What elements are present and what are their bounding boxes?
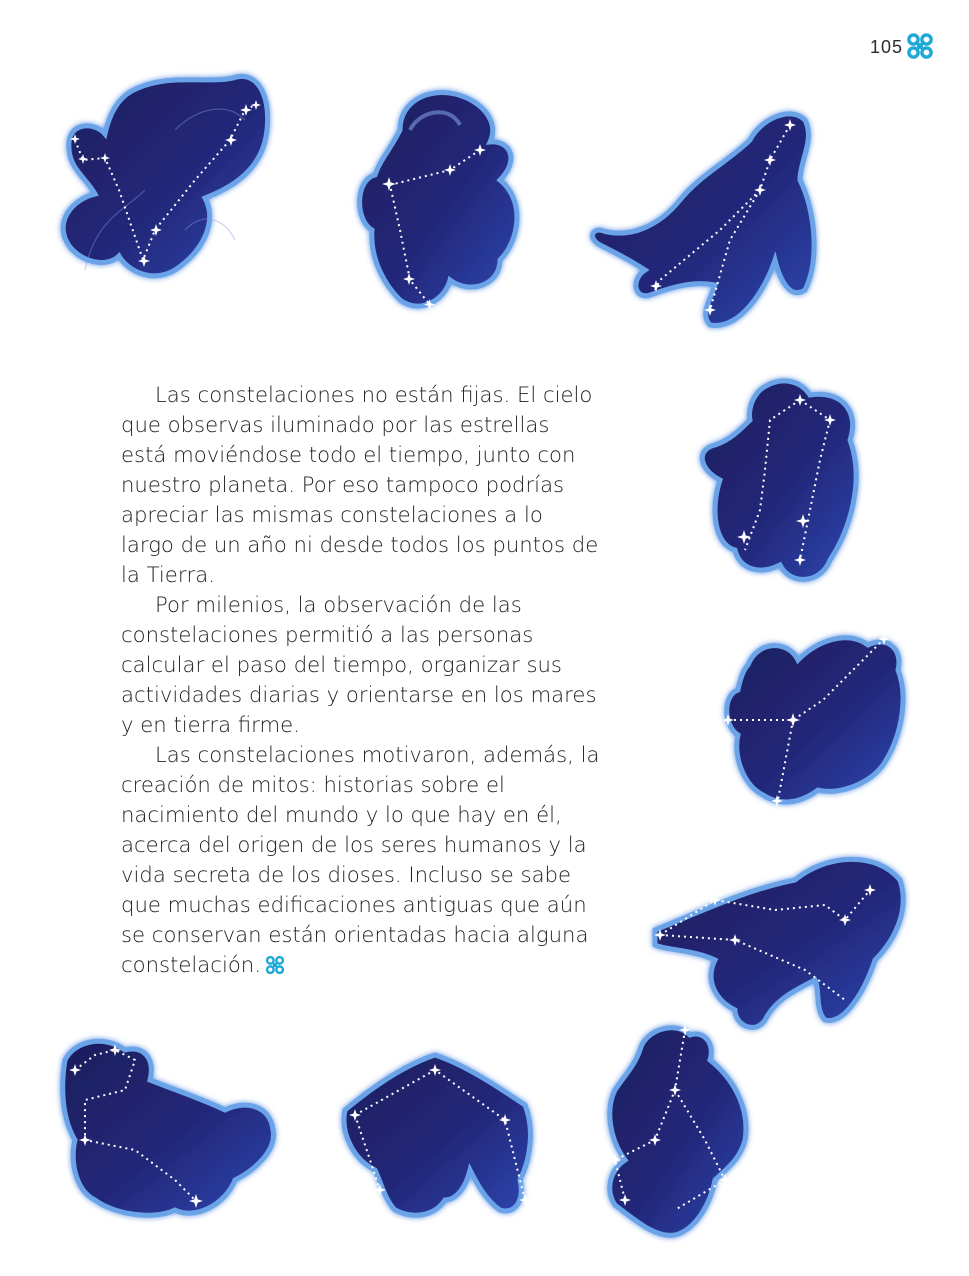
cancer-constellation [718, 625, 908, 810]
paragraph-3 [121, 740, 601, 980]
paragraph-1: Las constelaciones no están fijas. El cielo que observas iluminado por las estrellas está moviéndose todo el tiempo, junto con nuestro planeta. Por eso tampoco podrías apreciar las mismas constelaciones a lo largo de un año ni desde todos los puntos de la Tierra. [121, 382, 599, 587]
knot-icon [906, 32, 934, 60]
gemini-constellation [690, 370, 880, 595]
paragraph-3-text: Las constelaciones motivaron, además, la creación de mitos: historias sobre el nacimiento del mundo y lo que hay en él, acerca del origen de los seres humanos y la vida secreta de los dioses. Incluso se sabe que muchas edificaciones antiguas que aún se conservan están orientadas hacia alguna constelación. [121, 742, 600, 977]
aries-constellation [350, 80, 530, 320]
libra-constellation [335, 1050, 540, 1225]
paragraph-2: Por milenios, la observación de las constelaciones permitió a las personas calcular el paso del tiempo, organizar sus actividades diarias y orientarse en los mares y en tierra firme. [121, 592, 597, 737]
page-number: 105 [870, 37, 904, 57]
virgo-constellation [595, 1020, 755, 1240]
capricorn-constellation [55, 70, 280, 290]
scorpio-constellation [55, 1030, 280, 1225]
body-text [121, 380, 601, 980]
knot-icon [265, 955, 285, 975]
taurus-constellation [645, 850, 910, 1040]
leo-constellation [590, 100, 830, 340]
